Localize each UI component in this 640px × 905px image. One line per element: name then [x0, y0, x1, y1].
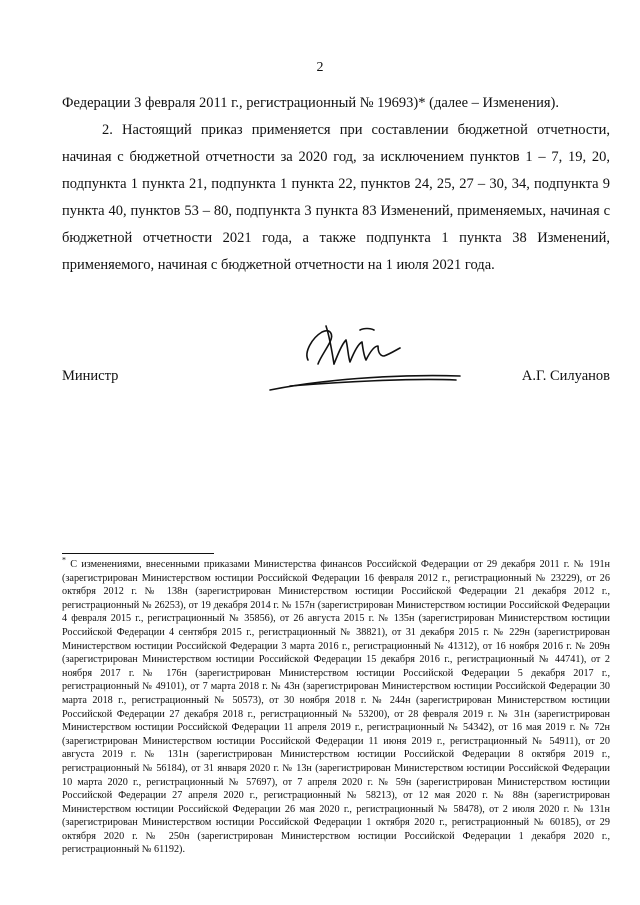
- page-number: 2: [316, 60, 324, 75]
- footnote: [62, 555, 610, 857]
- footnote-mark: *: [62, 555, 66, 565]
- paragraph-2: 2. Настоящий приказ применяется при составлении бюджетной отчетности, начиная с бюджетной отчетности за 2020 год, за исключением пунктов 1 – 7, 19, 20, подпункта 1 пункта 21, подпункта 1 пункта 22, пунктов 24, 25, 27 – 30, 34, подпункта 9 пункта 40, пунктов 53 – 80, подпункта 3 пункта 83 Изменений, применяемых, начиная с бюджетной отчетности 2021 года, а также подпункта 1 пункта 38 Изменений, применяемого, начиная с бюджетной отчетности на 1 июля 2021 года.: [62, 122, 610, 273]
- paragraph-continuation: Федерации 3 февраля 2011 г., регистрационный № 19693)* (далее – Изменения).: [62, 95, 559, 111]
- signature-block: [62, 368, 610, 388]
- signer-title: Министр: [62, 368, 119, 384]
- footnote-divider: [62, 553, 214, 554]
- signer-name: А.Г. Силуанов: [521, 368, 610, 384]
- body-text: [62, 90, 610, 279]
- footnote-text: С изменениями, внесенными приказами Министерства финансов Российской Федерации от 29 декабря 2011 г. № 191н (зарегистрирован Министерством юстиции Российской Федерации 16 февраля 2012 г., регистрационный № 23229), от 26 октября 2012 г. № 138н (зарегистрирован Министерством юстиции Российской Федерации 21 декабря 2012 г., регистрационный № 26253), от 19 декабря 2014 г. № 157н (зарегистрирован Министерством юстиции Российской Федерации 4 февраля 2015 г., регистрационный № 35856), от 26 августа 2015 г. № 135н (зарегистрирован Министерством юстиции Российской Федерации 4 сентября 2015 г., регистрационный № 38821), от 31 декабря 2015 г. № 229н (зарегистрирован Министерством юстиции Российской Федерации 3 марта 2016 г., регистрационный № 41312), от 16 ноября 2016 г. № 209н (зарегистрирован Министерством юстиции Российской Федерации 15 декабря 2016 г., регистрационный № 44741), от 2 ноября 2017 г. № 176н (зарегистрирован Министерством юстиции Российской Федерации 5 декабря 2017 г., регистрационный № 49101), от 7 марта 2018 г. № 43н (зарегистрирован Министерством юстиции Российской Федерации 30 марта 2018 г., регистрационный № 50573), от 30 ноября 2018 г. № 244н (зарегистрирован Министерством юстиции Российской Федерации 27 декабря 2018 г., регистрационный № 53200), от 28 февраля 2019 г. № 31н (зарегистрирован Министерством юстиции Российской Федерации 11 апреля 2019 г., регистрационный № 54342), от 16 мая 2019 г. № 72н (зарегистрирован Министерством юстиции Российской Федерации 11 июня 2019 г., регистрационный № 54911), от 20 августа 2019 г. № 131н (зарегистрирован Министерством юстиции Российской Федерации 8 октября 2019 г., регистрационный № 56184), от 31 января 2020 г. № 13н (зарегистрирован Министерством юстиции Российской Федерации 10 марта 2020 г., регистрационный № 57697), от 7 апреля 2020 г. № 59н (зарегистрирован Министерством юстиции Российской Федерации 27 апреля 2020 г., регистрационный № 58213), от 12 мая 2020 г. № 88н (зарегистрирован Министерством юстиции Российской Федерации 26 мая 2020 г., регистрационный № 58478), от 2 июля 2020 г. № 131н (зарегистрирован Министерством юстиции Российской Федерации 1 октября 2020 г., регистрационный № 60185), от 29 октября 2020 г. № 250н (зарегистрирован Министерством юстиции Российской Федерации 1 декабря 2020 г., регистрационный № 61192).: [62, 559, 610, 856]
